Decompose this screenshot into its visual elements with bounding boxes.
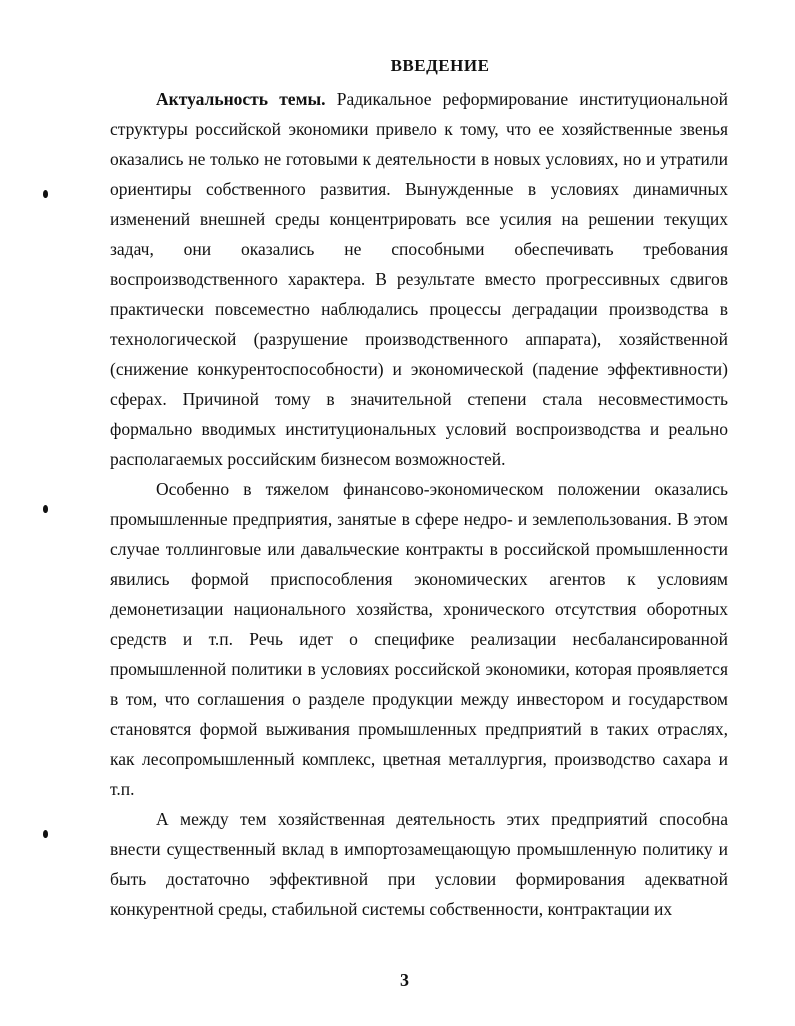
- paragraph-2: [110, 474, 728, 804]
- scan-mark: [43, 190, 48, 198]
- paragraph-lead: Актуальность темы.: [156, 89, 326, 109]
- paragraph-3: [110, 804, 728, 924]
- paragraph-text: А между тем хозяйственная деятельность этих предприятий способна внести существенный вклад в импортозамещающую промышленную политику и быть достаточно эффективной при условии формирования адекватной конкурентной среды, стабильной системы собственности, контрактации их: [110, 809, 728, 919]
- scan-mark: [43, 830, 48, 838]
- paragraph-text: Особенно в тяжелом финансово-экономическом положении оказались промышленные предприятия, занятые в сфере недро- и землепользования. В этом случае толлинговые или давальческие контракты в российской промышленности явились формой приспособления экономических агентов к условиям демонетизации национального хозяйства, хронического отсутствия оборотных средств и т.п. Речь идет о специфике реализации несбалансированной промышленной политики в условиях российской экономики, которая проявляется в том, что соглашения о разделе продукции между инвестором и государством становятся формой выживания промышленных предприятий в таких отраслях, как лесопромышленный комплекс, цветная металлургия, производство сахара и т.п.: [110, 479, 728, 799]
- document-body: [110, 84, 728, 924]
- paragraph-1: [110, 84, 728, 474]
- page-number: 3: [400, 970, 409, 990]
- scan-mark: [43, 505, 48, 513]
- section-heading: ВВЕДЕНИЕ: [390, 56, 490, 75]
- paragraph-text: Радикальное реформирование институциональной структуры российской экономики привело к тому, что ее хозяйственные звенья оказались не только не готовыми к деятельности в новых условиях, но и утратили ориентиры собственного развития. Вынужденные в условиях динамичных изменений внешней среды концентрировать все усилия на решении текущих задач, они оказались не способными обеспечивать требования воспроизводственного характера. В результате вместо прогрессивных сдвигов практически повсеместно наблюдались процессы деградации производства в технологической (разрушение производственного аппарата), хозяйственной (снижение конкурентоспособности) и экономической (падение эффективности) сферах. Причиной тому в значительной степени стала несовместимость формально вводимых институциональных условий воспроизводства и реально располагаемых российским бизнесом возможностей.: [110, 89, 729, 469]
